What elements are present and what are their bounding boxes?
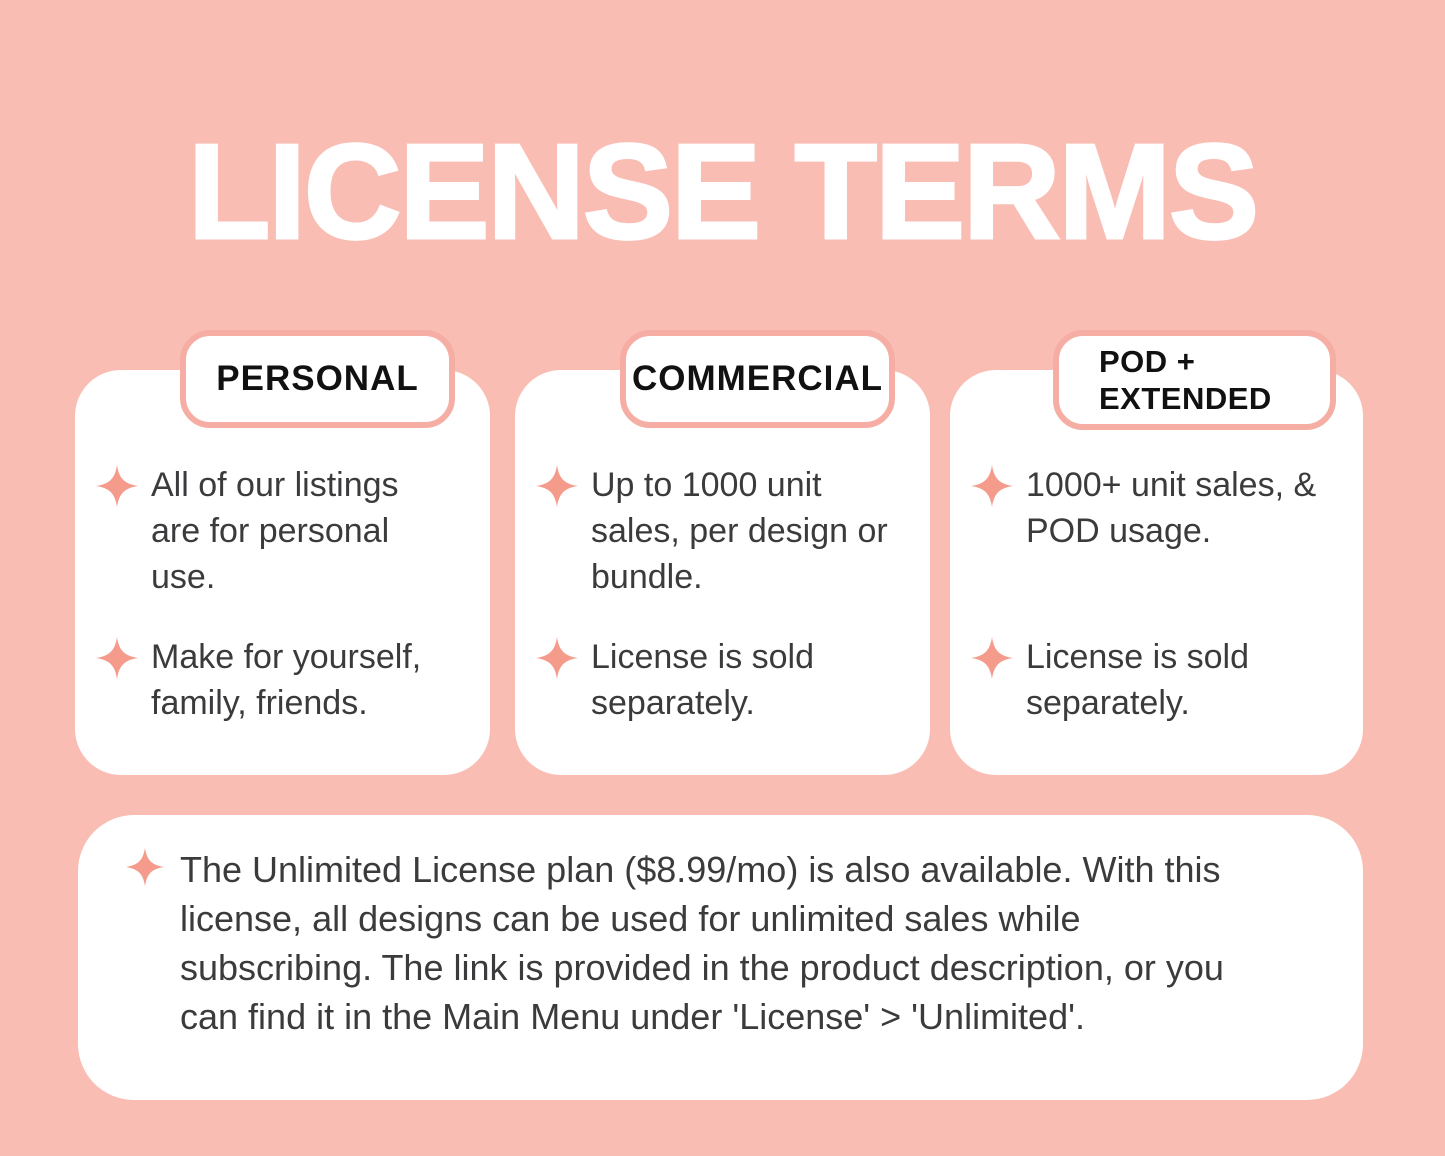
bullet-item bbox=[125, 845, 1283, 1041]
sparkle-icon bbox=[535, 462, 579, 510]
bullet-text: Make for yourself, family, friends. bbox=[151, 638, 422, 722]
bullet-text: License is sold separately. bbox=[591, 638, 815, 722]
card-personal-header bbox=[180, 330, 455, 428]
sparkle-icon bbox=[535, 634, 579, 682]
bullet-text: License is sold separately. bbox=[1026, 638, 1250, 722]
page-title: LICENSE TERMS bbox=[187, 116, 1258, 267]
bullet-item bbox=[95, 634, 450, 726]
sparkle-icon bbox=[95, 462, 139, 510]
sparkle-icon bbox=[125, 845, 165, 889]
bullet-text: All of our listings are for personal use. bbox=[151, 466, 399, 596]
card-pod-extended bbox=[950, 344, 1363, 775]
bullet-text: Up to 1000 unit sales, per design or bundle. bbox=[591, 466, 888, 596]
sparkle-icon bbox=[970, 462, 1014, 510]
card-personal-header-label: PERSONAL bbox=[216, 359, 419, 398]
bullet-item bbox=[535, 634, 890, 726]
card-pod-extended-header bbox=[1053, 330, 1336, 430]
bullet-item bbox=[95, 462, 450, 634]
card-commercial-header-label: COMMERCIAL bbox=[631, 359, 884, 398]
bullet-item bbox=[970, 462, 1323, 634]
sparkle-icon bbox=[970, 634, 1014, 682]
card-commercial bbox=[515, 359, 930, 775]
bullet-item bbox=[970, 634, 1323, 726]
card-pod-extended-header-label: POD + EXTENDED bbox=[1099, 344, 1272, 416]
bullet-text: 1000+ unit sales, & POD usage. bbox=[1026, 466, 1317, 550]
footer-note-text: The Unlimited License plan ($8.99/mo) is also available. With this license, all designs can be used for unlimited sales while subscribing. The link is provided in the product description, or you can find it in the Main Menu under 'License' > 'Unlimited'. bbox=[180, 849, 1224, 1037]
card-commercial-header bbox=[620, 330, 895, 428]
bullet-item bbox=[535, 462, 890, 634]
sparkle-icon bbox=[95, 634, 139, 682]
footer-note-card bbox=[78, 815, 1363, 1100]
card-personal bbox=[75, 359, 490, 775]
